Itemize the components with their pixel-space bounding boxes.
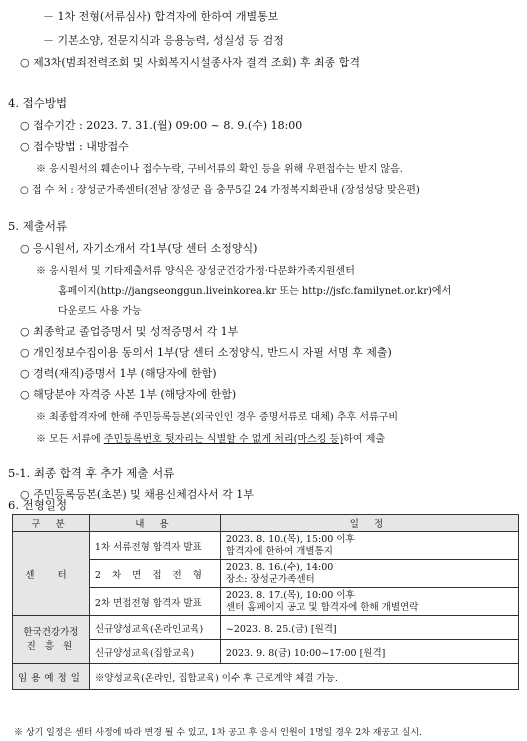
sec5-title: 5. 제출서류 <box>8 219 68 233</box>
row-content: 2 차 면 접 전 형 <box>89 560 220 588</box>
korea-label-line2: 진 흥 원 <box>26 640 76 652</box>
header-content: 내 용 <box>89 515 220 532</box>
schedule-table <box>12 514 519 690</box>
sec5-item1: ○ 응시원서, 자기소개서 각1부(당 센터 소정양식) <box>20 242 258 255</box>
row-schedule-line1: 2023. 8. 10.(목), 15:00 이후 <box>225 533 355 545</box>
row-schedule-line1: 2023. 8. 16.(수), 14:00 <box>225 561 334 573</box>
row-schedule: ~2023. 8. 25.(금) [원격] <box>220 616 518 640</box>
row-schedule: 2023. 9. 8(금) 10:00~17:00 [원격] <box>220 640 518 664</box>
header-category: 구 분 <box>13 515 90 532</box>
appoint-label: 임용예정일 <box>13 664 90 690</box>
row-schedule-line2: 센터 홈페이지 공고 및 합격자에 한해 개별연락 <box>225 601 419 613</box>
sec5-item5: ○ 해당분야 자격증 사본 1부 (해당자에 한함) <box>20 388 237 401</box>
sec5-item3: ○ 개인정보수집이용 동의서 1부(당 센터 소정양식, 반드시 자필 서명 후 제출) <box>20 346 392 359</box>
schedule-header-row <box>13 515 519 532</box>
korea-label-line1: 한국건강가정 <box>23 626 79 638</box>
row-schedule-line2: 장소: 장성군가족센터 <box>225 573 315 585</box>
row-content: 2차 면접전형 합격자 발표 <box>89 588 220 616</box>
sec4-note: ※ 응시원서의 훼손이나 접수누락, 구비서류의 확인 등을 위해 우편접수는 받지 않음. <box>36 164 403 175</box>
sec5-note2: ※ 최종합격자에 한해 주민등록등본(외국인인 경우 증명서류로 대체) 추후 서류구비 <box>36 412 399 423</box>
sec5-note1b: 홈페이지(http://jangseonggun.liveinkorea.kr 또는 http://jsfc.familynet.or.kr)에서 <box>58 286 452 297</box>
sec51-item: ○ 주민등록등본(초본) 및 채용신체검사서 각 1부 <box>20 488 254 501</box>
sec5-note3-underlined: 주민등록번호 뒷자리는 식별할 수 없게 처리(마스킹 등) <box>103 434 344 445</box>
row-schedule <box>220 532 518 560</box>
sec4-place: ○ 접 수 처 : 장성군가족센터(전남 장성군 읍 충무5길 24 가정복지회관내 (장성성당 맞은편) <box>20 185 420 196</box>
sec5-note1c: 다운로드 사용 가능 <box>58 306 142 317</box>
sec4-method: ○ 접수방법 : 내방접수 <box>20 140 129 153</box>
row-content: 신규양성교육(온라인교육) <box>89 616 220 640</box>
row-content: 1차 서류전형 합격자 발표 <box>89 532 220 560</box>
appoint-text: ※양성교육(온라인, 집합교육) 이수 후 근로계약 체결 가능. <box>89 664 518 690</box>
row-schedule-line1: 2023. 8. 17.(목), 10:00 이후 <box>225 589 355 601</box>
schedule-row <box>13 532 519 560</box>
sec5-note1a: ※ 응시원서 및 기타제출서류 양식은 장성군건강가정·다문화가족지원센터 <box>36 266 355 277</box>
sec3-line1: － 1차 전형(서류심사) 합격자에 한하여 개별통보 <box>43 10 279 23</box>
schedule-footnote: ※ 상기 일정은 센터 사정에 따라 변경 될 수 있고, 1차 공고 후 응시 인원이 1명일 경우 2차 재공고 실시. <box>14 728 422 738</box>
korea-label <box>13 616 90 664</box>
center-label: 센 터 <box>13 532 90 616</box>
schedule-row <box>13 664 519 690</box>
sec5-item2: ○ 최종학교 졸업증명서 및 성적증명서 각 1부 <box>20 325 239 338</box>
sec51-title: 5-1. 최종 합격 후 추가 제출 서류 <box>8 466 175 480</box>
sec3-line2: － 기본소양, 전문지식과 응용능력, 성실성 등 검정 <box>43 34 284 47</box>
sec5-note3-post: 하여 제출 <box>343 434 386 445</box>
row-schedule <box>220 588 518 616</box>
sec6-title: 6. 전형일정 <box>8 498 68 512</box>
header-schedule: 일 정 <box>220 515 518 532</box>
row-schedule-line2: 합격자에 한하여 개별통지 <box>225 545 333 557</box>
row-schedule <box>220 560 518 588</box>
sec3-line3: ○ 제3차(범죄전력조회 및 사회복지시설종사자 결격 조회) 후 최종 합격 <box>20 56 361 69</box>
sec5-note3-pre: ※ 모든 서류에 <box>36 434 104 445</box>
sec5-item4: ○ 경력(재직)증명서 1부 (해당자에 한함) <box>20 367 217 380</box>
sec4-period: ○ 접수기간 : 2023. 7. 31.(월) 09:00 ~ 8. 9.(수) 18:00 <box>20 119 303 132</box>
sec4-title: 4. 접수방법 <box>8 96 68 110</box>
row-content: 신규양성교육(집합교육) <box>89 640 220 664</box>
schedule-row <box>13 616 519 640</box>
sec5-note3 <box>36 430 385 445</box>
